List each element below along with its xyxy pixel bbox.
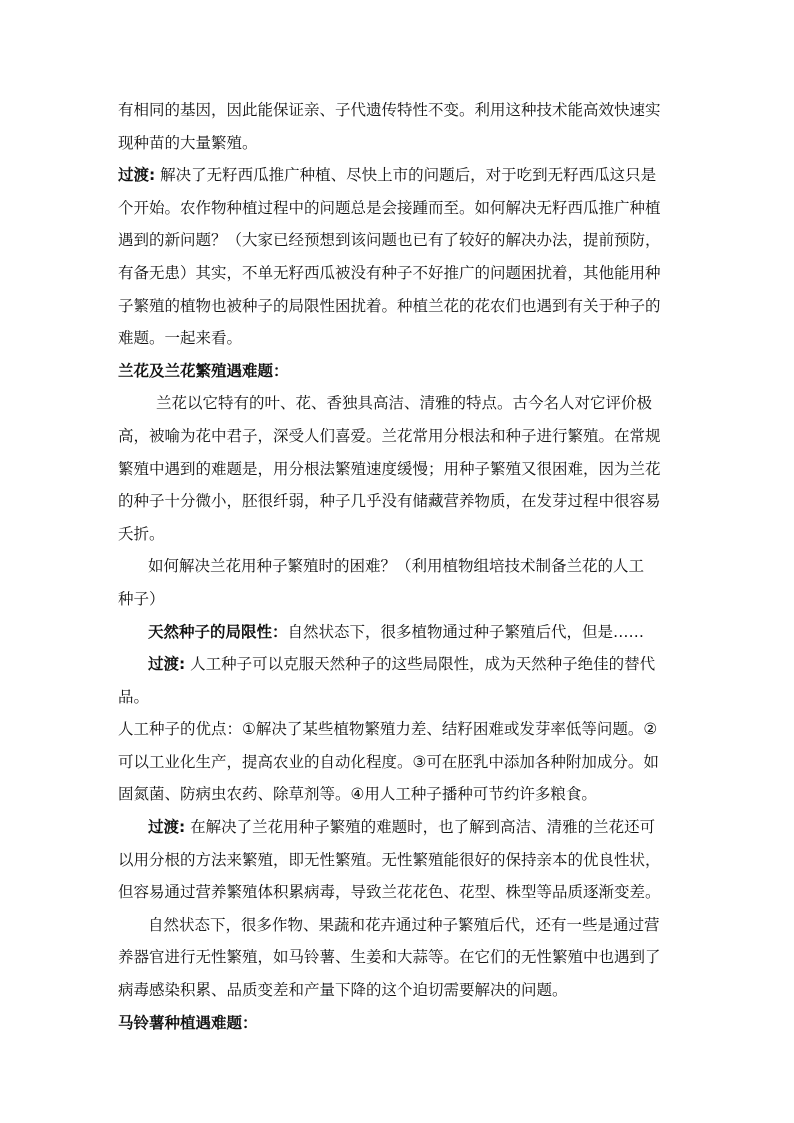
transition-label: 过渡: [118,166,156,185]
document-page [118,94,678,1039]
text-line: 有备无患）其实，不单无籽西瓜被没有种子不好推广的问题困扰着，其他能用种 [118,263,661,282]
text-fragment: 解决了无籽西瓜推广种植、尽快上市的问题后，对于吃到无籽西瓜这只是 [155,166,657,185]
text-line: 有相同的基因，因此能保证亲、子代遗传特性不变。利用这种技术能高效快速实 [118,101,661,119]
text-line: 难题。一起来看。 [118,329,243,348]
text-line [118,159,678,192]
text-line: 高，被喻为花中君子，深受人们喜爱。兰花常用分根法和种子进行繁殖。在常规 [118,426,661,445]
text-line: 人工种子的优点：①解决了某些植物繁殖力差、结籽困难或发芽率低等问题。② [118,720,658,739]
heading-text: 马铃薯种植遇难题： [118,1013,258,1032]
text-line [118,648,678,681]
text-line: 遇到的新问题？（大家已经预想到该问题也已有了较好的解决办法，提前预防， [118,231,661,250]
text-line: 兰花以它特有的叶、花、香独具高洁、清雅的特点。古今名人对它评价极 [156,394,653,413]
paragraph-question [118,550,678,615]
text-line: 种子） [118,589,165,608]
text-fragment: 人工种子可以克服天然种子的这些局限性，成为天然种子绝佳的替代 [185,655,656,674]
transition-label: 过渡: [148,655,186,674]
text-line: 的种子十分微小，胚很纤弱，种子几乎没有储藏营养物质，在发芽过程中很容易 [118,492,661,511]
text-fragment: 在解决了兰花用种子繁殖的难题时，也了解到高洁、清雅的兰花还可 [185,818,656,837]
paragraph-vegetative-propagation [118,909,678,1007]
text-line: 病毒感染积累、品质变差和产量下降的这个迫切需要解决的问题。 [118,981,568,1000]
text-line: 夭折。 [118,524,165,543]
text-line: 自然状态下，很多作物、果蔬和花卉通过种子繁殖后代，还有一些是通过营 [148,915,660,934]
text-line [118,811,678,844]
bold-label: 天然种子的局限性： [148,622,288,641]
paragraph-orchid [118,387,678,550]
paragraph-transition-2 [118,648,678,713]
text-line: 现种苗的大量繁殖。 [118,133,258,152]
text-line: 以用分根的方法来繁殖，即无性繁殖。无性繁殖能很好的保持亲本的优良性状， [118,850,661,869]
heading-text: 兰花及兰花繁殖遇难题： [118,361,289,380]
text-line: 子繁殖的植物也被种子的局限性困扰着。种植兰花的花农们也遇到有关于种子的 [118,296,661,315]
paragraph-intro [118,94,678,159]
text-line: 固氮菌、防病虫农药、除草剂等。④用人工种子播种可节约许多粮食。 [118,785,597,804]
text-line: 个开始。农作物种植过程中的问题总是会接踵而至。如何解决无籽西瓜推广种植 [118,198,661,217]
section-heading-orchid [118,355,678,388]
paragraph-natural-seed-limits [118,616,678,649]
transition-label: 过渡: [148,818,186,837]
text-line: 如何解决兰花用种子繁殖时的困难？（利用植物组培技术制备兰花的人工 [148,557,645,576]
section-heading-potato [118,1007,678,1040]
text-fragment: 自然状态下，很多植物通过种子繁殖后代，但是…… [287,622,645,641]
text-line: 品。 [118,687,150,706]
text-line: 可以工业化生产，提高农业的自动化程度。③可在胚乳中添加各种附加成分。如 [118,752,659,771]
paragraph-transition-3 [118,811,678,909]
text-line: 繁殖中遇到的难题是，用分根法繁殖速度缓慢；用种子繁殖又很困难，因为兰花 [118,459,661,478]
text-line: 养器官进行无性繁殖，如马铃薯、生姜和大蒜等。在它们的无性繁殖中也遇到了 [118,948,661,967]
paragraph-transition-1 [118,159,678,355]
text-line: 但容易通过营养繁殖体积累病毒，导致兰花花色、花型、株型等品质逐渐变差。 [118,883,661,902]
paragraph-artificial-seed-advantages [118,713,678,811]
